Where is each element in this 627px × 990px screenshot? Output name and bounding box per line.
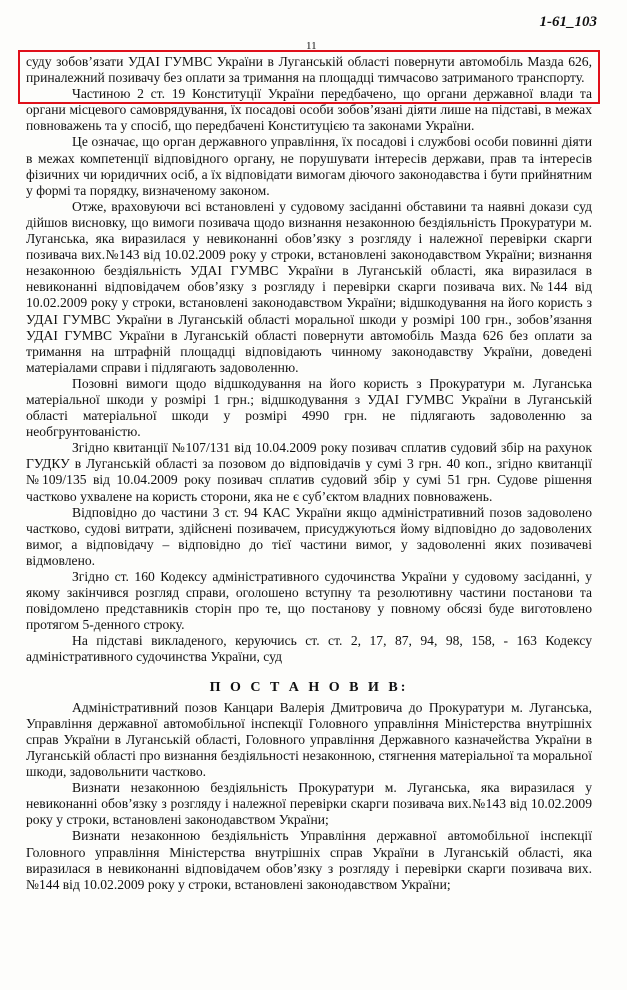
ruling-paragraph: Адміністративний позов Канцари Валерія Дмитровича до Прокуратури м. Луганська, Управління державної автомобільної інспекції Головного управління Міністерства внутрішніх справ України в Луганській області, Головного управління Державного казначейства України в Луганській області про визнання бездіяльності незаконною, стягнення матеріальної та моральної шкоди, задовольнити частково.: [26, 699, 592, 780]
paragraph: Відповідно до частини 3 ст. 94 КАС України якщо адміністративний позов задоволено частково, судові витрати, здійснені позивачем, присуджуються йому відповідно до задоволених вимог, а відповідачу – відповідно до тієї частини вимог, у задоволенні яких позивачеві відмовлено.: [26, 504, 592, 568]
ruling-paragraph: Визнати незаконною бездіяльність Прокуратури м. Луганська, яка виразилася у невиконанні обов’язку з розгляду і належної перевірки скарги позивача вих.№143 від 10.02.2009 року у строки, встановлені законодавством України;: [26, 780, 592, 828]
case-number: 1-61_103: [539, 14, 597, 30]
paragraph-highlighted: суду зобов’язати УДАІ ГУМВС України в Луганській області повернути автомобіль Мазда 626, приналежний позивачу без оплати за тримання на площадці тимчасово затриманого транспорту.: [26, 54, 592, 86]
document-body: [26, 54, 592, 893]
paragraph: Це означає, що орган державного управління, їх посадові і службові особи повинні діяти в межах компетенції відповідного органу, не порушувати інтересів держави, прав та інтересів фізичних чи юридичних осіб, а їх відповідати вимогам діючого законодавства і бути прийнятним у формі та порядку, визначеному законом.: [26, 134, 592, 198]
paragraph: Отже, враховуючи всі встановлені у судовому засіданні обставини та наявні докази суд дійшов висновку, що вимоги позивача щодо визнання незаконною бездіяльність Прокуратури м. Луганська, яка виразилася у невиконанні обов’язку з розгляду і належної перевірки скарги позивача вих.№143 від 10.02.2009 року у строки, встановлені законодавством України; визнання незаконною бездіяльність УДАІ ГУМВС України в Луганській області, яка виразилася в невиконанні відповідачем обов’язку з розгляду і перевірки скарги позивача вих.№144 від 10.02.2009 року у строки, встановлені законодавством України; відшкодування на його користь з УДАІ ГУМВС України в Луганській області моральної шкоди у розмірі 100 грн., зобов’язання УДАІ ГУМВС України в Луганській області повернути автомобіль Мазда 626 без оплати за тримання на штрафній площадці відповідають чинному законодавству України, доведені матеріалами справи і підлягають задоволенню.: [26, 198, 592, 375]
page-number: 11: [306, 40, 317, 52]
ruling-heading: П О С Т А Н О В И В:: [209, 679, 409, 695]
paragraph: Частиною 2 ст. 19 Конституції України передбачено, що органи державної влади та органи місцевого самоврядування, їх посадові особи зобов’язані діяти лише на підставі, в межах повноважень та у спосіб, що передбачені Конституцією та законами України.: [26, 86, 592, 134]
paragraph: Згідно ст. 160 Кодексу адміністративного судочинства України у судовому засіданні, у якому закінчився розгляд справи, оголошено вступну та резолютивну частини постанови та повідомлено представників сторін про те, що постанову у повному обсязі буде виготовлено протягом 5-денного строку.: [26, 569, 592, 633]
paragraph: На підставі викладеного, керуючись ст. ст. 2, 17, 87, 94, 98, 158, - 163 Кодексу адміністративного судочинства України, суд: [26, 633, 592, 665]
paragraph: Згідно квитанції №107/131 від 10.04.2009 року позивач сплатив судовий збір на рахунок ГУДКУ в Луганській області за позовом до відповідачів у сумі 3 грн. 40 коп., згідно квитанції №109/135 від 10.04.2009 року позивач сплатив судовий збір у сумі 51 грн. Судове рішення частково ухвалене на користь сторони, яка не є суб’єктом владних повноважень.: [26, 440, 592, 504]
ruling-paragraph: Визнати незаконною бездіяльність Управління державної автомобільної інспекції Головного управління Міністерства внутрішніх справ України в Луганській області, яка виразилася в невиконанні відповідачем обов’язку з розгляду і перевірки скарги позивача вих.№144 від 10.02.2009 року у строки, встановлені законодавством України;: [26, 828, 592, 892]
paragraph: Позовні вимоги щодо відшкодування на його користь з Прокуратури м. Луганська матеріальної шкоди у розмірі 1 грн.; відшкодування з УДАІ ГУМВС України в Луганській області матеріальної шкоди у розмірі 4990 грн. не підлягають задоволенню за необгрунтованістю.: [26, 375, 592, 440]
